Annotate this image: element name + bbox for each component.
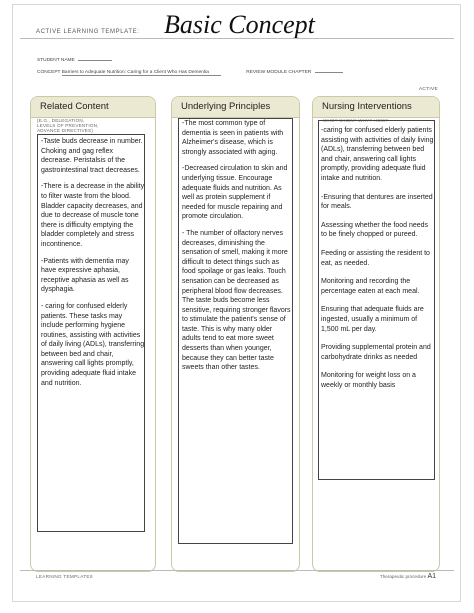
interventions-paragraph: Feeding or assisting the resident to eat, as needed. bbox=[321, 249, 430, 267]
principles-paragraph: -The most common type of dementia is seen in patients with Alzheimer's disease, which is strongly associated with aging. bbox=[182, 120, 284, 156]
underlying-principles-panel bbox=[171, 96, 300, 572]
sublabel-line: (E.G., DELEGATION, bbox=[37, 118, 85, 123]
nursing-interventions-heading: Nursing Interventions bbox=[313, 97, 439, 118]
sublabel-line: ADVANCE DIRECTIVES) bbox=[37, 128, 94, 134]
review-module-field[interactable] bbox=[315, 72, 343, 73]
underlying-principles-text bbox=[182, 119, 292, 380]
page-number: A1 bbox=[427, 573, 436, 580]
related-paragraph: - caring for confused elderly patients. These tasks may include performing hygiene routines, assisting with activities of daily living (ADLs), transferring between bed and chair, answering call lights promptly, providing adequate fluid intake and nutrition. bbox=[41, 302, 145, 387]
footer-page-info bbox=[380, 573, 436, 580]
review-module-label: REVIEW MODULE CHAPTER bbox=[246, 70, 312, 75]
interventions-paragraph: Ensuring that adequate fluids are ingested, usually a minimum of 1,500 mL per day. bbox=[321, 306, 424, 333]
template-label: ACTIVE LEARNING TEMPLATE: bbox=[36, 29, 140, 35]
interventions-paragraph: Monitoring and recording the percentage eaten at each meal. bbox=[321, 278, 420, 295]
principles-paragraph: - The number of olfactory nerves decreases, diminishing the sensation of smell, making it more difficult to detect things such as food spoilage or gas leaks. Touch sensation can be decreased as peripheral blood flow decreases. The taste buds become less sensitive, requiring stronger flavors to stimulate the patient's sense of taste. This is why many older adults tend to eat more sweet desserts than when younger, because they can better taste sweets than other tastes. bbox=[182, 229, 291, 372]
related-content-panel bbox=[30, 96, 156, 572]
interventions-paragraph: Monitoring for weight loss on a weekly or monthly basis bbox=[321, 372, 416, 389]
nursing-interventions-panel bbox=[312, 96, 440, 572]
related-content-text bbox=[41, 137, 145, 395]
sublabel-line: LEVELS OF PREVENTION, bbox=[37, 123, 99, 129]
interventions-paragraph: Providing supplemental protein and carbohydrate drinks as needed bbox=[321, 344, 431, 361]
header-divider bbox=[20, 38, 454, 39]
page-title: Basic Concept bbox=[164, 10, 315, 39]
related-paragraph: -Taste buds decrease in number. Choking and gag reflex decrease. Peristalsis of the gastrointestinal tract decreases. bbox=[41, 138, 143, 174]
footer-label: LEARNING TEMPLATES bbox=[36, 574, 94, 579]
principles-paragraph: -Decreased circulation to skin and underlying tissue. Encourage adequate fluids and nutrition. As well as protein supplement if needed for muscle repairing and promote circulation. bbox=[182, 165, 288, 221]
interventions-paragraph: -Ensuring that dentures are inserted for meals. bbox=[321, 193, 433, 211]
interventions-paragraph: -caring for confused elderly patients assisting with activities of daily living (ADLs), transferring between bed and chair, answering call lights promptly, providing adequate fluid intake and nutrition. bbox=[321, 127, 434, 182]
related-paragraph: -Patients with dementia may have expressive aphasia, receptive aphasia as well as dysphagia. bbox=[41, 257, 129, 294]
student-name-label: STUDENT NAME bbox=[37, 58, 75, 63]
related-content-sublabel bbox=[37, 118, 99, 134]
footer-divider bbox=[20, 570, 454, 571]
concept-label: CONCEPT bbox=[37, 70, 61, 75]
student-name-field[interactable] bbox=[78, 60, 112, 61]
related-content-heading: Related Content bbox=[31, 97, 155, 118]
concept-row bbox=[37, 70, 343, 75]
interventions-sublabel: WHO? WHEN? WHY? HOW? bbox=[323, 118, 389, 123]
interventions-paragraph: Assessing whether the food needs to be finely chopped or pureed. bbox=[321, 221, 429, 239]
underlying-principles-heading: Underlying Principles bbox=[172, 97, 299, 118]
related-paragraph: -There is a decrease in the ability to filter waste from the blood. Bladder capacity decreases, and due to decrease of muscle tone there is difficulty emptying the bladder completely and stress incontinence. bbox=[41, 183, 145, 248]
nursing-interventions-text bbox=[321, 126, 435, 399]
footer-right-label: Therapeutic procedure bbox=[379, 574, 427, 579]
student-name-row bbox=[37, 58, 112, 63]
active-tag: ACTIVE bbox=[418, 87, 438, 92]
concept-value[interactable]: Barriers to Adequate Nutrition: Caring for a Client Who Has Dementia bbox=[62, 70, 221, 76]
